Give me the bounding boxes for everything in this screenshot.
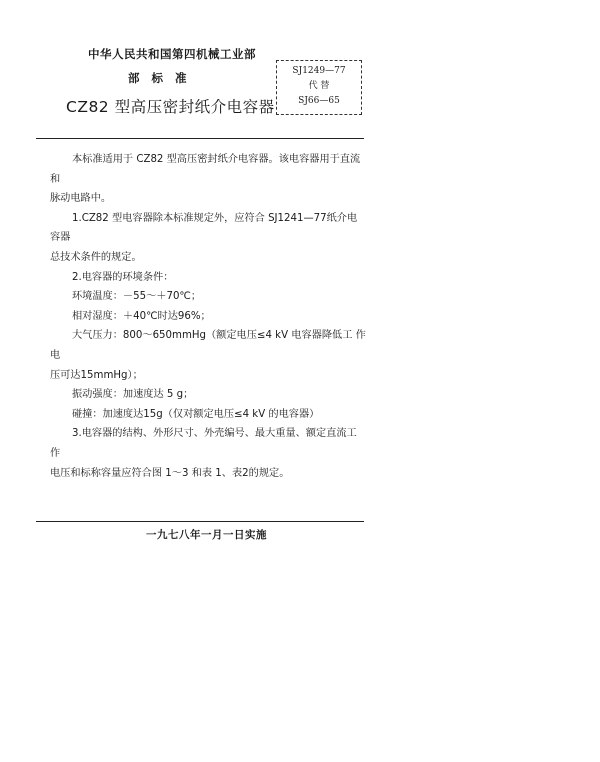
env-vibration: 振动强度：加速度达 5 g； [72,389,194,401]
document-title: CZ82 型高压密封纸介电容器 [66,98,275,116]
clause-3-line-2: 电压和标称容量应符合图 1～3 和表 1、表2的规定。 [50,467,290,479]
ministry-name: 中华人民共和国第四机械工业部 [88,47,256,61]
clause-1-line-1: 1.CZ82 型电容器除本标准规定外，应符合 SJ1241—77纸介电容器 [50,212,358,244]
replaced-code: SJ66—65 [298,96,340,106]
standard-level: 部 标 准 [128,71,191,85]
env-pressure-line-1: 大气压力：800～650mmHg（额定电压≤4 kV 电容器降低工 作 电 [50,330,366,361]
effective-date: 一九七八年一月一日实施 [146,529,267,541]
env-bump: 碰撞：加速度达15g（仅对额定电压≤4 kV 的电容器） [72,408,320,420]
env-pressure-line-2: 压可达15mmHg）； [50,369,143,381]
env-humidity: 相对湿度：＋40℃时达96%； [72,310,211,322]
standard-code: SJ1249—77 [292,66,346,76]
scope-line-1: 本标准适用于 CZ82 型高压密封纸介电容器。该电容器用于直流和 [50,154,361,185]
clause-3-line-1: 3.电容器的结构、外形尺寸、外壳编号、最大重量、额定直流工作 [50,428,357,459]
clause-2-heading: 2.电容器的环境条件： [72,271,174,283]
scope-line-2: 脉动电路中。 [50,193,112,205]
clause-1-line-2: 总技术条件的规定。 [50,251,142,263]
env-temperature: 环境温度：－55～＋70℃； [72,291,202,303]
standard-code-box [276,60,362,115]
replaces-label: 代 替 [308,81,330,91]
header-divider [36,138,364,139]
footer-divider [36,521,364,522]
document-body [50,150,366,483]
